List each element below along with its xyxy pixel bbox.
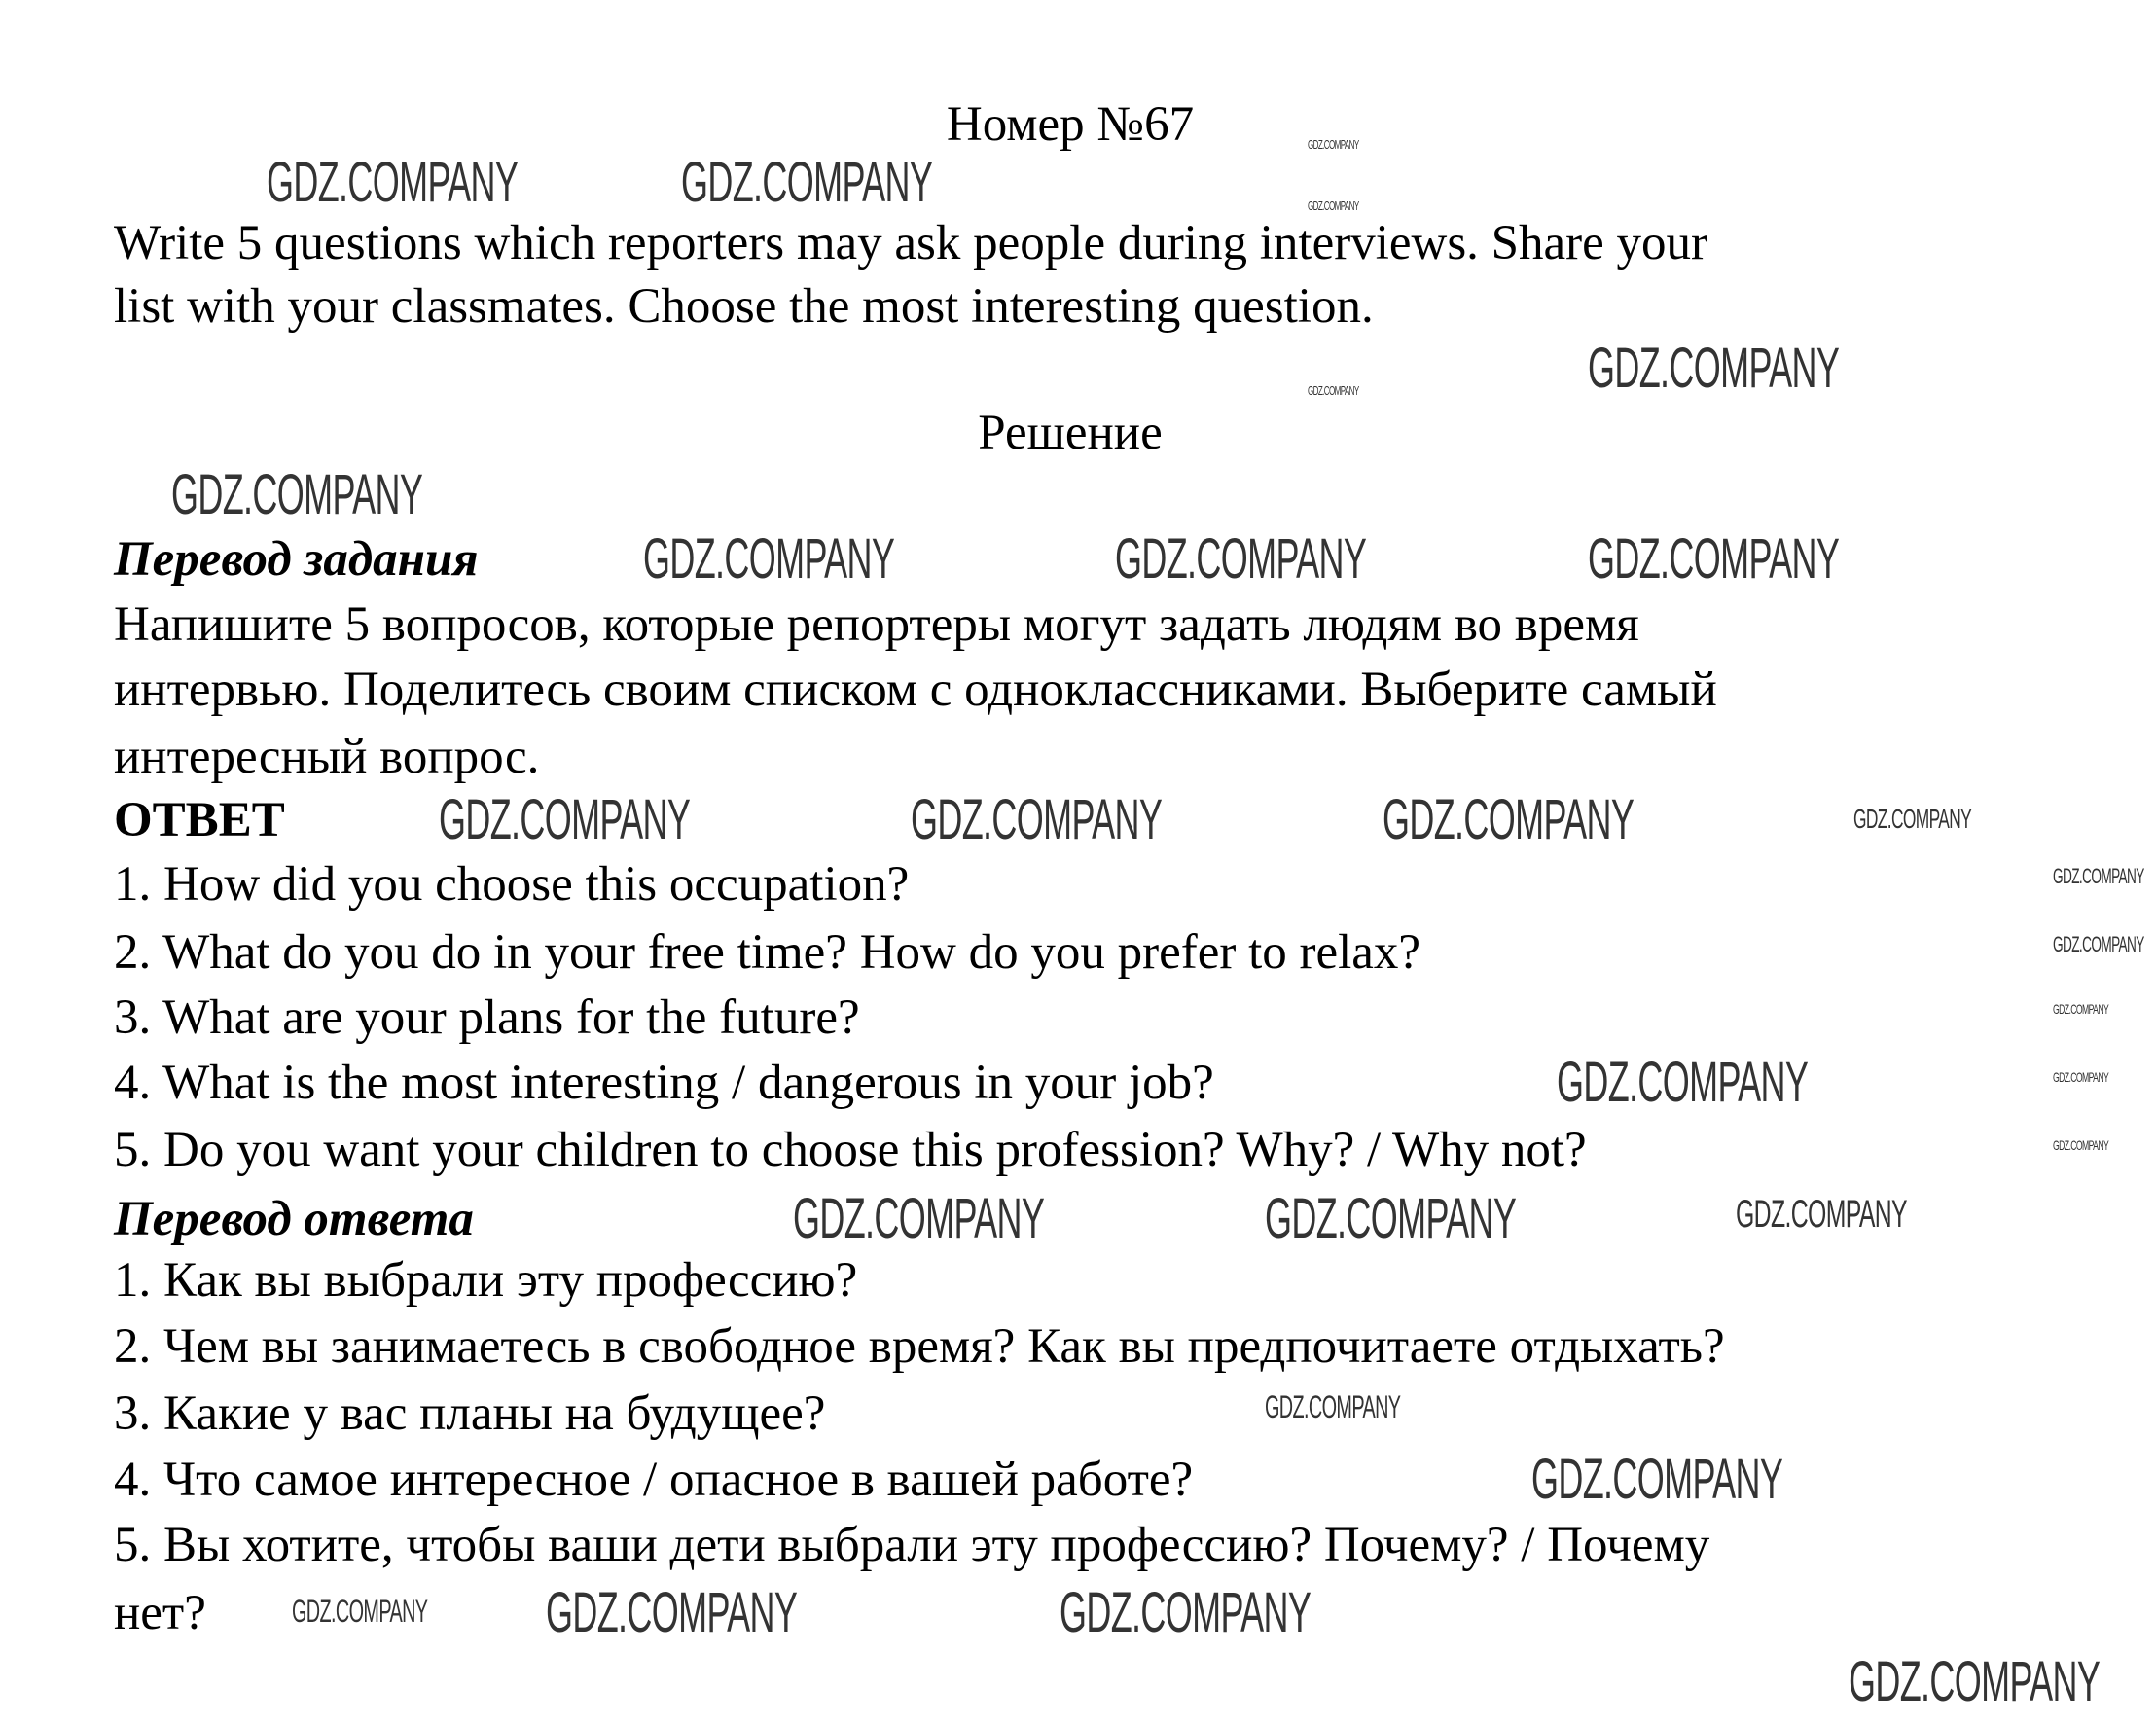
answer-item: 3. What are your plans for the future? xyxy=(114,990,860,1045)
watermark: GDZ.COMPANY xyxy=(1115,527,1367,591)
watermark: GDZ.COMPANY xyxy=(2053,1001,2109,1017)
watermark: GDZ.COMPANY xyxy=(1308,198,1359,213)
task-translation-line: интервью. Поделитесь своим списком с одноклассниками. Выберите самый xyxy=(114,663,1717,717)
watermark: GDZ.COMPANY xyxy=(1849,1650,2101,1713)
watermark: GDZ.COMPANY xyxy=(1588,527,1840,591)
task-line: list with your classmates. Choose the most interesting question. xyxy=(114,279,1374,334)
watermark: GDZ.COMPANY xyxy=(439,788,691,851)
watermark: GDZ.COMPANY xyxy=(1265,1389,1401,1424)
watermark: GDZ.COMPANY xyxy=(1853,804,1972,834)
answer-heading: ОТВЕТ xyxy=(114,793,285,847)
watermark: GDZ.COMPANY xyxy=(292,1594,428,1629)
watermark: GDZ.COMPANY xyxy=(1588,337,1840,400)
task-line: Write 5 questions which reporters may ask people during interviews. Share your xyxy=(114,216,1708,270)
task-translation-line: Напишите 5 вопросов, которые репортеры могут задать людям во время xyxy=(114,597,1639,652)
watermark: GDZ.COMPANY xyxy=(1308,137,1359,152)
task-translation-line: интересный вопрос. xyxy=(114,730,540,784)
watermark: GDZ.COMPANY xyxy=(681,151,933,214)
answer-translation-item: 3. Какие у вас планы на будущее? xyxy=(114,1386,826,1441)
watermark: GDZ.COMPANY xyxy=(546,1581,798,1644)
watermark: GDZ.COMPANY xyxy=(1383,788,1635,851)
answer-item: 2. What do you do in your free time? How do you prefer to relax? xyxy=(114,925,1421,980)
watermark: GDZ.COMPANY xyxy=(2053,864,2144,888)
answer-item: 4. What is the most interesting / dangerous in your job? xyxy=(114,1056,1214,1110)
answer-translation-item: нет? xyxy=(114,1586,206,1640)
answer-translation-item: 1. Как вы выбрали эту профессию? xyxy=(114,1253,858,1308)
watermark: GDZ.COMPANY xyxy=(1736,1193,1907,1236)
watermark: GDZ.COMPANY xyxy=(643,527,895,591)
answer-translation-item: 2. Чем вы занимаетесь в свободное время? Как вы предпочитаете отдыхать? xyxy=(114,1319,1725,1374)
watermark: GDZ.COMPANY xyxy=(267,151,519,214)
task-translation-heading: Перевод задания xyxy=(114,532,479,587)
watermark: GDZ.COMPANY xyxy=(1557,1051,1809,1114)
answer-translation-item: 5. Вы хотите, чтобы ваши дети выбрали эту профессию? Почему? / Почему xyxy=(114,1518,1710,1572)
watermark: GDZ.COMPANY xyxy=(1308,383,1359,398)
answer-item: 1. How did you choose this occupation? xyxy=(114,857,910,912)
watermark: GDZ.COMPANY xyxy=(2053,1069,2109,1085)
page-title: Номер №67 xyxy=(946,97,1195,152)
watermark: GDZ.COMPANY xyxy=(793,1187,1045,1250)
answer-translation-item: 4. Что самое интересное / опасное в вашей работе? xyxy=(114,1453,1194,1507)
watermark: GDZ.COMPANY xyxy=(171,463,423,526)
answer-translation-heading: Перевод ответа xyxy=(114,1192,474,1246)
solution-heading: Решение xyxy=(978,406,1163,460)
watermark: GDZ.COMPANY xyxy=(1265,1187,1517,1250)
watermark: GDZ.COMPANY xyxy=(2053,1137,2109,1153)
watermark: GDZ.COMPANY xyxy=(1060,1581,1312,1644)
answer-item: 5. Do you want your children to choose this profession? Why? / Why not? xyxy=(114,1123,1587,1177)
watermark: GDZ.COMPANY xyxy=(911,788,1163,851)
watermark: GDZ.COMPANY xyxy=(1531,1448,1783,1511)
watermark: GDZ.COMPANY xyxy=(2053,932,2144,956)
